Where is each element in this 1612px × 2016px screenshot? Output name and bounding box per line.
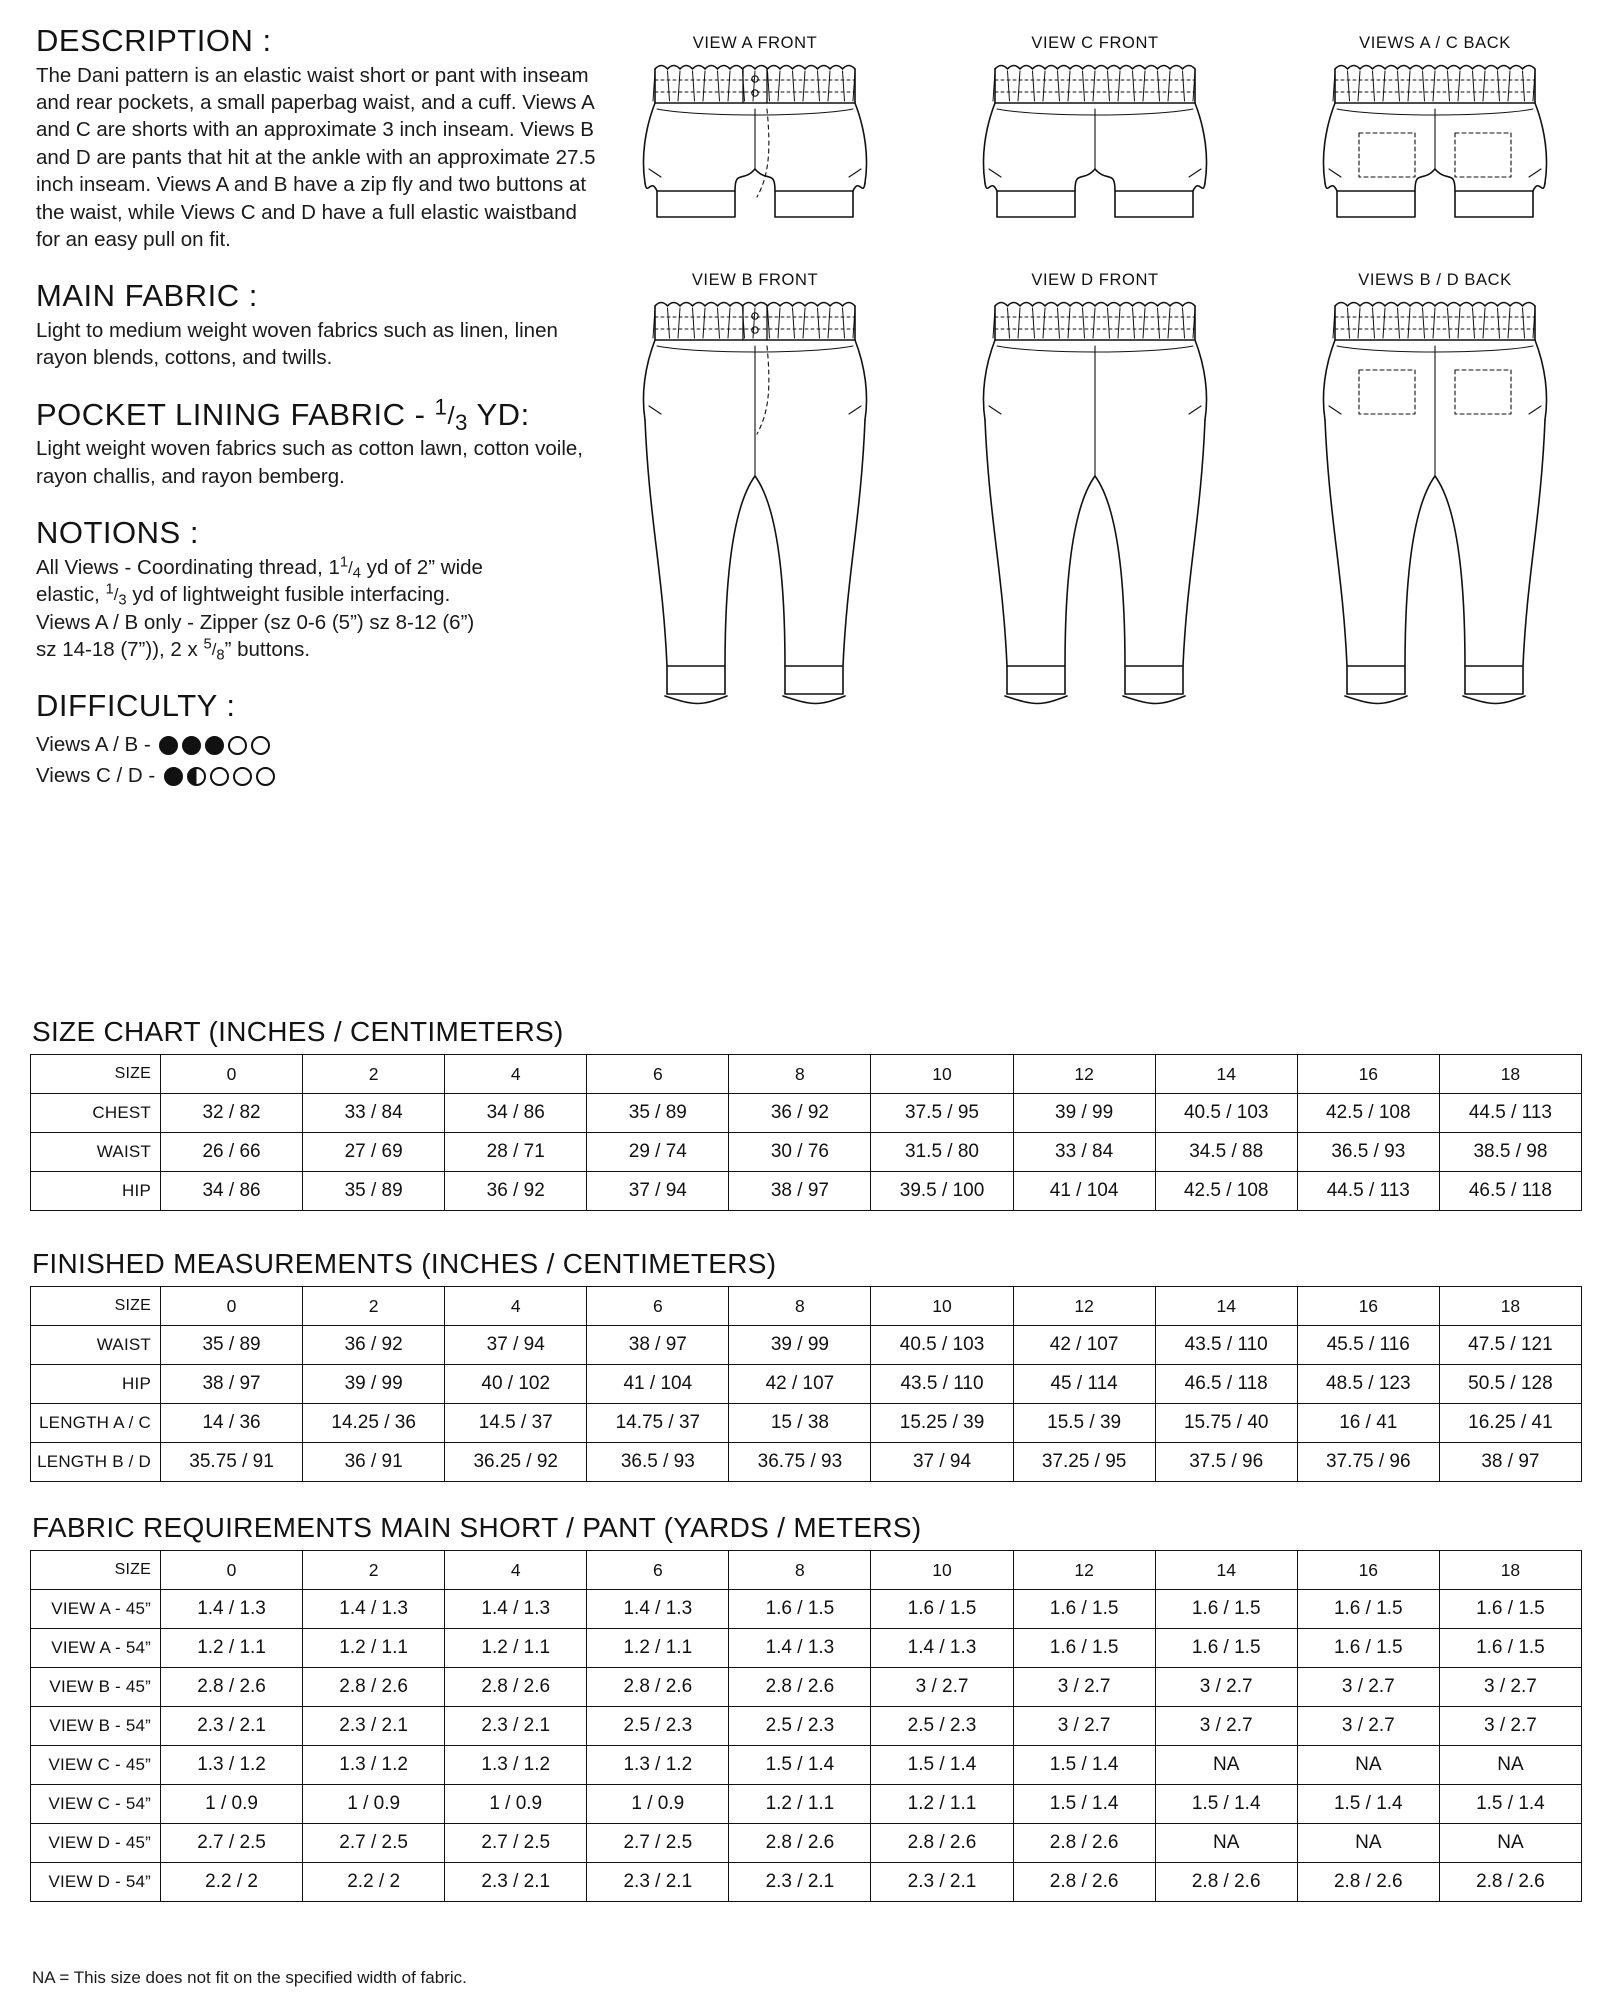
table-cell: 36 / 92 <box>729 1094 871 1133</box>
table-cell: 1.4 / 1.3 <box>161 1590 303 1629</box>
table-cell: 38.5 / 98 <box>1439 1133 1581 1172</box>
table-row-label: LENGTH A / C <box>31 1404 161 1443</box>
difficulty-dots <box>164 767 275 786</box>
garment-flat-illustration <box>979 294 1211 736</box>
technical-drawing-view-a-front <box>600 34 910 259</box>
table-cell: 1.3 / 1.2 <box>587 1746 729 1785</box>
table-cell: NA <box>1155 1746 1297 1785</box>
table-cell: 2.8 / 2.6 <box>587 1668 729 1707</box>
table-header-size: 12 <box>1013 1055 1155 1094</box>
table-cell: 44.5 / 113 <box>1439 1094 1581 1133</box>
garment-flat-illustration <box>1319 294 1551 736</box>
notions-line4-b: ” buttons. <box>224 637 311 661</box>
table-row-label: WAIST <box>31 1326 161 1365</box>
table-header-size: 4 <box>445 1055 587 1094</box>
notions-line2-fraction: $^1/_3$ <box>105 581 127 609</box>
table-cell: 3 / 2.7 <box>1013 1668 1155 1707</box>
table-cell: 35.75 / 91 <box>161 1443 303 1482</box>
table-cell: 43.5 / 110 <box>871 1365 1013 1404</box>
table-cell: 2.5 / 2.3 <box>871 1707 1013 1746</box>
table-row <box>31 1326 1582 1365</box>
table-cell: 1.6 / 1.5 <box>1439 1629 1581 1668</box>
notions-heading: NOTIONS : <box>36 515 199 551</box>
table-cell: 42 / 107 <box>729 1365 871 1404</box>
technical-drawing-caption: VIEWS A / C BACK <box>1359 34 1511 52</box>
table-header-size: 6 <box>587 1551 729 1590</box>
table-cell: 36.75 / 93 <box>729 1443 871 1482</box>
table-cell: 36.5 / 93 <box>1297 1133 1439 1172</box>
notions-line3: Views A / B only - Zipper (sz 0-6 (5”) sz 8-12 (6”) <box>36 610 475 634</box>
table-cell: 2.5 / 2.3 <box>729 1707 871 1746</box>
technical-drawing-view-b-front <box>600 271 910 736</box>
table-cell: 37 / 94 <box>445 1326 587 1365</box>
table-cell: 2.8 / 2.6 <box>871 1824 1013 1863</box>
notions-line1-a: All Views - Coordinating thread, 1 <box>36 555 340 579</box>
table-cell: 1.3 / 1.2 <box>445 1746 587 1785</box>
table-cell: 1.4 / 1.3 <box>729 1629 871 1668</box>
table-cell: 40.5 / 103 <box>1155 1094 1297 1133</box>
table-cell: 1 / 0.9 <box>303 1785 445 1824</box>
pocket-lining-heading <box>36 394 596 435</box>
difficulty-row-label: Views A / B - <box>36 732 157 756</box>
table-cell: 1.5 / 1.4 <box>1013 1746 1155 1785</box>
technical-drawings-row-shorts <box>600 34 1590 259</box>
difficulty-dot-full-icon <box>182 736 201 755</box>
table-row <box>31 1707 1582 1746</box>
table-header-size: 14 <box>1155 1287 1297 1326</box>
table-cell: 41 / 104 <box>587 1365 729 1404</box>
table-cell: 42 / 107 <box>1013 1326 1155 1365</box>
table-header-row <box>31 1055 1582 1094</box>
table-cell: 39 / 99 <box>729 1326 871 1365</box>
table-cell: 16.25 / 41 <box>1439 1404 1581 1443</box>
table-cell: 2.3 / 2.1 <box>445 1707 587 1746</box>
difficulty-dot-empty-icon <box>228 736 247 755</box>
table-cell: 1.2 / 1.1 <box>871 1785 1013 1824</box>
table-header-size: 6 <box>587 1055 729 1094</box>
table-header-size: 8 <box>729 1055 871 1094</box>
table-cell: 28 / 71 <box>445 1133 587 1172</box>
main-fabric-heading: MAIN FABRIC : <box>36 278 258 314</box>
technical-drawing-views-b-d-back <box>1280 271 1590 736</box>
table-cell: 31.5 / 80 <box>871 1133 1013 1172</box>
pocket-lining-heading-pre: POCKET LINING FABRIC - <box>36 396 435 432</box>
notions-line2-a: elastic, <box>36 583 106 607</box>
table-cell: 1.6 / 1.5 <box>1439 1590 1581 1629</box>
technical-drawing-caption: VIEW D FRONT <box>1031 271 1159 289</box>
table-row <box>31 1785 1582 1824</box>
table-header-size: 0 <box>161 1055 303 1094</box>
table-cell: 32 / 82 <box>161 1094 303 1133</box>
finished-measurements-block <box>30 1248 1582 1482</box>
table-cell: 1.4 / 1.3 <box>587 1590 729 1629</box>
table-cell: 3 / 2.7 <box>1155 1668 1297 1707</box>
table-header-size: 0 <box>161 1287 303 1326</box>
table-cell: NA <box>1439 1824 1581 1863</box>
fraction-denominator: 3 <box>118 592 127 609</box>
table-header-size: 12 <box>1013 1287 1155 1326</box>
size-chart-title: SIZE CHART (INCHES / CENTIMETERS) <box>32 1016 564 1047</box>
table-cell: 41 / 104 <box>1013 1172 1155 1211</box>
table-cell: 1.2 / 1.1 <box>445 1629 587 1668</box>
fabric-requirements-footnote: NA = This size does not fit on the specified width of fabric. <box>32 1968 467 1987</box>
technical-drawing-caption: VIEW A FRONT <box>692 34 818 52</box>
table-cell: 1.5 / 1.4 <box>1297 1785 1439 1824</box>
table-header-corner: SIZE <box>31 1287 161 1326</box>
table-cell: 37.25 / 95 <box>1013 1443 1155 1482</box>
technical-drawing-view-c-front <box>940 34 1250 259</box>
table-cell: 2.3 / 2.1 <box>729 1863 871 1902</box>
technical-drawing-caption: VIEW C FRONT <box>1031 34 1159 52</box>
technical-drawings <box>600 34 1590 736</box>
table-cell: 39.5 / 100 <box>871 1172 1013 1211</box>
description-heading: DESCRIPTION : <box>36 23 272 58</box>
table-cell: 27 / 69 <box>303 1133 445 1172</box>
difficulty-row-label: Views C / D - <box>36 763 161 787</box>
table-cell: 40 / 102 <box>445 1365 587 1404</box>
technical-drawing-caption: VIEW B FRONT <box>691 271 819 289</box>
table-cell: 35 / 89 <box>303 1172 445 1211</box>
table-cell: 1.5 / 1.4 <box>1013 1785 1155 1824</box>
difficulty-rows <box>36 730 596 792</box>
table-cell: 2.5 / 2.3 <box>587 1707 729 1746</box>
main-fabric-body: Light to medium weight woven fabrics such as linen, linen rayon blends, cottons, and twills. <box>36 318 558 370</box>
garment-flat-illustration <box>1319 57 1551 259</box>
table-row <box>31 1824 1582 1863</box>
table-cell: 39 / 99 <box>303 1365 445 1404</box>
table-cell: 3 / 2.7 <box>871 1668 1013 1707</box>
table-cell: 2.2 / 2 <box>303 1863 445 1902</box>
table-cell: 14.25 / 36 <box>303 1404 445 1443</box>
table-cell: 35 / 89 <box>587 1094 729 1133</box>
table-cell: 1.6 / 1.5 <box>871 1590 1013 1629</box>
table-cell: 38 / 97 <box>1439 1443 1581 1482</box>
table-cell: 3 / 2.7 <box>1439 1668 1581 1707</box>
table-cell: 37.75 / 96 <box>1297 1443 1439 1482</box>
table-row <box>31 1746 1582 1785</box>
table-cell: 2.8 / 2.6 <box>161 1668 303 1707</box>
table-cell: 36.5 / 93 <box>587 1443 729 1482</box>
table-header-size: 16 <box>1297 1055 1439 1094</box>
notions-body <box>36 554 596 663</box>
difficulty-dot-full-icon <box>205 736 224 755</box>
table-row-label: VIEW A - 54” <box>31 1629 161 1668</box>
table-cell: 14 / 36 <box>161 1404 303 1443</box>
fabric-requirements-table <box>30 1550 1582 1902</box>
table-cell: 1.4 / 1.3 <box>445 1590 587 1629</box>
table-header-size: 2 <box>303 1287 445 1326</box>
fabric-requirements-title: FABRIC REQUIREMENTS MAIN SHORT / PANT (YARDS / METERS) <box>32 1512 922 1543</box>
table-cell: 46.5 / 118 <box>1439 1172 1581 1211</box>
table-cell: 1.3 / 1.2 <box>303 1746 445 1785</box>
table-cell: 1.2 / 1.1 <box>587 1629 729 1668</box>
table-header-size: 18 <box>1439 1055 1581 1094</box>
table-cell: 30 / 76 <box>729 1133 871 1172</box>
pocket-lining-fraction: $^1/_3$ <box>434 394 468 435</box>
difficulty-row <box>36 761 596 792</box>
fraction-numerator: 1 <box>339 554 349 571</box>
table-header-size: 2 <box>303 1551 445 1590</box>
table-row-label: HIP <box>31 1172 161 1211</box>
notions-line4-a: sz 14-18 (7”)), 2 x <box>36 637 204 661</box>
table-cell: 1.6 / 1.5 <box>1297 1629 1439 1668</box>
table-cell: 37 / 94 <box>587 1172 729 1211</box>
table-cell: 45 / 114 <box>1013 1365 1155 1404</box>
difficulty-dot-empty-icon <box>233 767 252 786</box>
table-row-label: VIEW A - 45” <box>31 1590 161 1629</box>
table-cell: 2.3 / 2.1 <box>445 1863 587 1902</box>
difficulty-heading: DIFFICULTY : <box>36 688 236 724</box>
table-header-size: 8 <box>729 1551 871 1590</box>
table-cell: 1.6 / 1.5 <box>1155 1590 1297 1629</box>
table-cell: 42.5 / 108 <box>1297 1094 1439 1133</box>
table-cell: 15.75 / 40 <box>1155 1404 1297 1443</box>
table-header-size: 10 <box>871 1055 1013 1094</box>
table-cell: 3 / 2.7 <box>1439 1707 1581 1746</box>
table-cell: 39 / 99 <box>1013 1094 1155 1133</box>
table-cell: 2.7 / 2.5 <box>587 1824 729 1863</box>
table-cell: 34 / 86 <box>161 1172 303 1211</box>
table-cell: 2.8 / 2.6 <box>1013 1824 1155 1863</box>
table-cell: 2.8 / 2.6 <box>1439 1863 1581 1902</box>
table-cell: 1.5 / 1.4 <box>1155 1785 1297 1824</box>
table-cell: 38 / 97 <box>587 1326 729 1365</box>
notions-line1-b: yd of 2” wide <box>361 555 483 579</box>
difficulty-dot-full-icon <box>164 767 183 786</box>
table-row-label: HIP <box>31 1365 161 1404</box>
table-cell: 2.8 / 2.6 <box>729 1824 871 1863</box>
table-cell: 1.5 / 1.4 <box>871 1746 1013 1785</box>
table-cell: 2.7 / 2.5 <box>445 1824 587 1863</box>
table-cell: 36.25 / 92 <box>445 1443 587 1482</box>
table-cell: 1.3 / 1.2 <box>161 1746 303 1785</box>
difficulty-dot-empty-icon <box>210 767 229 786</box>
table-cell: 2.3 / 2.1 <box>303 1707 445 1746</box>
table-cell: 2.8 / 2.6 <box>445 1668 587 1707</box>
table-cell: 2.3 / 2.1 <box>161 1707 303 1746</box>
garment-flat-illustration <box>639 57 871 259</box>
size-chart-table <box>30 1054 1582 1211</box>
table-cell: 38 / 97 <box>729 1172 871 1211</box>
table-cell: 44.5 / 113 <box>1297 1172 1439 1211</box>
table-cell: 2.8 / 2.6 <box>303 1668 445 1707</box>
table-header-size: 10 <box>871 1551 1013 1590</box>
table-cell: 33 / 84 <box>1013 1133 1155 1172</box>
table-cell: 46.5 / 118 <box>1155 1365 1297 1404</box>
table-cell: 47.5 / 121 <box>1439 1326 1581 1365</box>
table-cell: 43.5 / 110 <box>1155 1326 1297 1365</box>
table-header-size: 16 <box>1297 1287 1439 1326</box>
fraction-denominator: 4 <box>352 565 362 582</box>
table-cell: 2.2 / 2 <box>161 1863 303 1902</box>
table-header-size: 18 <box>1439 1551 1581 1590</box>
difficulty-row <box>36 730 596 761</box>
table-cell: 36 / 91 <box>303 1443 445 1482</box>
table-row <box>31 1443 1582 1482</box>
table-cell: 2.8 / 2.6 <box>1155 1863 1297 1902</box>
table-cell: 3 / 2.7 <box>1297 1707 1439 1746</box>
table-row <box>31 1668 1582 1707</box>
fraction-numerator: 1 <box>105 581 114 598</box>
table-row-label: VIEW D - 54” <box>31 1863 161 1902</box>
difficulty-dot-half-icon <box>187 767 206 786</box>
table-cell: 1.6 / 1.5 <box>1155 1629 1297 1668</box>
table-row <box>31 1629 1582 1668</box>
table-cell: 2.8 / 2.6 <box>729 1668 871 1707</box>
table-cell: 2.8 / 2.6 <box>1013 1863 1155 1902</box>
difficulty-dots <box>159 736 270 755</box>
table-cell: 1.2 / 1.1 <box>161 1629 303 1668</box>
table-cell: 3 / 2.7 <box>1155 1707 1297 1746</box>
table-row-label: VIEW C - 54” <box>31 1785 161 1824</box>
table-cell: 34.5 / 88 <box>1155 1133 1297 1172</box>
table-row <box>31 1863 1582 1902</box>
notions-line2-b: yd of lightweight fusible interfacing. <box>126 583 451 607</box>
table-cell: 15.25 / 39 <box>871 1404 1013 1443</box>
table-cell: 1 / 0.9 <box>587 1785 729 1824</box>
table-row <box>31 1365 1582 1404</box>
table-cell: NA <box>1297 1746 1439 1785</box>
table-cell: 16 / 41 <box>1297 1404 1439 1443</box>
technical-drawing-views-a-c-back <box>1280 34 1590 259</box>
table-row-label: VIEW B - 45” <box>31 1668 161 1707</box>
table-header-size: 8 <box>729 1287 871 1326</box>
table-cell: 34 / 86 <box>445 1094 587 1133</box>
table-row <box>31 1404 1582 1443</box>
table-row-label: VIEW C - 45” <box>31 1746 161 1785</box>
table-cell: NA <box>1297 1824 1439 1863</box>
table-cell: 36 / 92 <box>303 1326 445 1365</box>
table-cell: NA <box>1439 1746 1581 1785</box>
table-header-size: 2 <box>303 1055 445 1094</box>
table-cell: 1.2 / 1.1 <box>729 1785 871 1824</box>
table-cell: 2.7 / 2.5 <box>161 1824 303 1863</box>
table-cell: 29 / 74 <box>587 1133 729 1172</box>
table-cell: 14.75 / 37 <box>587 1404 729 1443</box>
table-row-label: WAIST <box>31 1133 161 1172</box>
table-cell: 1 / 0.9 <box>445 1785 587 1824</box>
table-header-corner: SIZE <box>31 1055 161 1094</box>
table-cell: 50.5 / 128 <box>1439 1365 1581 1404</box>
table-header-size: 0 <box>161 1551 303 1590</box>
fraction-numerator: 1 <box>434 394 448 420</box>
notions-line1-fraction: $^1/_4$ <box>339 554 362 582</box>
table-row-label: VIEW D - 45” <box>31 1824 161 1863</box>
table-cell: 37 / 94 <box>871 1443 1013 1482</box>
table-cell: 1.4 / 1.3 <box>303 1590 445 1629</box>
table-cell: 26 / 66 <box>161 1133 303 1172</box>
size-chart-block <box>30 1016 1582 1211</box>
table-cell: 2.3 / 2.1 <box>587 1863 729 1902</box>
table-cell: 1.6 / 1.5 <box>729 1590 871 1629</box>
table-cell: 1.5 / 1.4 <box>1439 1785 1581 1824</box>
info-column <box>36 24 596 791</box>
table-cell: 37.5 / 95 <box>871 1094 1013 1133</box>
table-cell: 1.6 / 1.5 <box>1013 1629 1155 1668</box>
table-row <box>31 1133 1582 1172</box>
table-header-size: 4 <box>445 1287 587 1326</box>
difficulty-dot-empty-icon <box>251 736 270 755</box>
table-row <box>31 1590 1582 1629</box>
table-row-label: LENGTH B / D <box>31 1443 161 1482</box>
table-row <box>31 1094 1582 1133</box>
difficulty-dot-full-icon <box>159 736 178 755</box>
table-cell: 15.5 / 39 <box>1013 1404 1155 1443</box>
table-header-row <box>31 1287 1582 1326</box>
table-row-label: VIEW B - 54” <box>31 1707 161 1746</box>
table-cell: 2.8 / 2.6 <box>1297 1863 1439 1902</box>
technical-drawings-row-pants <box>600 271 1590 736</box>
table-cell: 1 / 0.9 <box>161 1785 303 1824</box>
table-row-label: CHEST <box>31 1094 161 1133</box>
table-header-size: 6 <box>587 1287 729 1326</box>
table-cell: 35 / 89 <box>161 1326 303 1365</box>
table-header-row <box>31 1551 1582 1590</box>
technical-drawing-caption: VIEWS B / D BACK <box>1358 271 1512 289</box>
table-cell: 2.7 / 2.5 <box>303 1824 445 1863</box>
table-header-size: 16 <box>1297 1551 1439 1590</box>
pocket-lining-body: Light weight woven fabrics such as cotton lawn, cotton voile, rayon challis, and rayon bemberg. <box>36 437 583 488</box>
table-cell: 37.5 / 96 <box>1155 1443 1297 1482</box>
table-cell: 36 / 92 <box>445 1172 587 1211</box>
table-cell: 38 / 97 <box>161 1365 303 1404</box>
finished-measurements-title: FINISHED MEASUREMENTS (INCHES / CENTIMETERS) <box>32 1248 777 1279</box>
table-cell: 15 / 38 <box>729 1404 871 1443</box>
fraction-denominator: 3 <box>455 409 468 435</box>
technical-drawing-view-d-front <box>940 271 1250 736</box>
table-cell: 1.4 / 1.3 <box>871 1629 1013 1668</box>
table-cell: 45.5 / 116 <box>1297 1326 1439 1365</box>
fabric-requirements-block <box>30 1512 1582 1902</box>
table-header-size: 14 <box>1155 1055 1297 1094</box>
table-header-size: 10 <box>871 1287 1013 1326</box>
table-cell: NA <box>1155 1824 1297 1863</box>
table-cell: 33 / 84 <box>303 1094 445 1133</box>
table-header-size: 18 <box>1439 1287 1581 1326</box>
table-cell: 1.6 / 1.5 <box>1013 1590 1155 1629</box>
table-header-size: 12 <box>1013 1551 1155 1590</box>
table-cell: 1.6 / 1.5 <box>1297 1590 1439 1629</box>
fraction-numerator: 5 <box>203 636 212 653</box>
table-cell: 1.2 / 1.1 <box>303 1629 445 1668</box>
table-header-size: 4 <box>445 1551 587 1590</box>
table-cell: 2.3 / 2.1 <box>871 1863 1013 1902</box>
table-cell: 14.5 / 37 <box>445 1404 587 1443</box>
table-cell: 40.5 / 103 <box>871 1326 1013 1365</box>
table-row <box>31 1172 1582 1211</box>
difficulty-dot-empty-icon <box>256 767 275 786</box>
pocket-lining-heading-post: YD: <box>467 396 530 432</box>
table-cell: 42.5 / 108 <box>1155 1172 1297 1211</box>
table-header-corner: SIZE <box>31 1551 161 1590</box>
table-cell: 3 / 2.7 <box>1297 1668 1439 1707</box>
table-cell: 3 / 2.7 <box>1013 1707 1155 1746</box>
fraction-denominator: 8 <box>216 647 225 664</box>
notions-line4-fraction: $^5/_8$ <box>203 636 225 664</box>
description-body: The Dani pattern is an elastic waist short or pant with inseam and rear pockets, a small paperbag waist, and a cuff. Views A and C are shorts with an approximate 3 inch inseam. Views B and D are pants that hit at the ankle with an approximate 27.5 inch inseam. Views A and B have a zip fly and two buttons at the waist, while Views C and D have a full elastic waistband for an easy pull on fit. <box>36 63 596 251</box>
garment-flat-illustration <box>639 294 871 736</box>
table-header-size: 14 <box>1155 1551 1297 1590</box>
finished-measurements-table <box>30 1286 1582 1482</box>
garment-flat-illustration <box>979 57 1211 259</box>
table-cell: 48.5 / 123 <box>1297 1365 1439 1404</box>
table-cell: 1.5 / 1.4 <box>729 1746 871 1785</box>
